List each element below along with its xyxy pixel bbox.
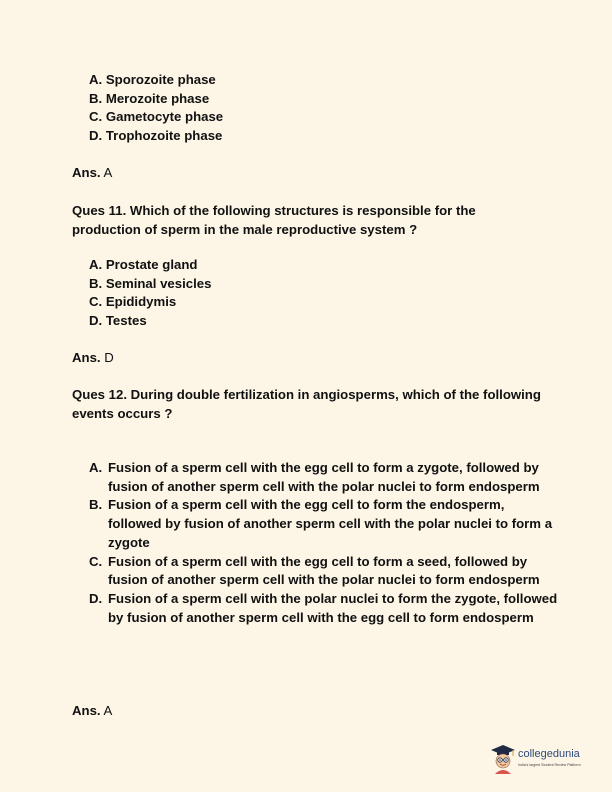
q12-option-list (89, 459, 559, 627)
q10-option-c: C. Gametocyte phase (89, 109, 224, 125)
q11-answer-label: Ans. (72, 350, 101, 365)
collegedunia-mascot-icon (490, 744, 516, 774)
q10-option-d: D. Trophozoite phase (89, 128, 223, 144)
collegedunia-logo-tagline: India's largest Student Review Platform (518, 763, 581, 767)
q12-option-d-text: Fusion of a sperm cell with the polar nuclei to form the zygote, followed by fusion of another sperm cell with the egg cell to form endosperm (108, 590, 558, 625)
q10-option-a: A. Sporozoite phase (89, 72, 216, 87)
q10-answer-value: A (103, 165, 113, 180)
q11-option-list (89, 256, 211, 331)
q11-option-d: D. Testes (89, 313, 147, 329)
q12-option-c (89, 553, 559, 590)
q11-option-b: B. Seminal vesicles (89, 275, 212, 291)
q12-answer-value: A (103, 703, 113, 718)
q12-option-c-letter: C. (89, 553, 103, 569)
collegedunia-logo-name: collegedunia (518, 748, 580, 760)
q10-answer-label: Ans. (72, 165, 101, 180)
q12-option-d-letter: D. (89, 590, 103, 606)
q12-answer (72, 702, 112, 720)
q10-answer (72, 164, 112, 182)
q12-answer-label: Ans. (72, 703, 101, 718)
q11-option-a: A. Prostate gland (89, 257, 198, 272)
q11-answer (72, 349, 114, 367)
q12-option-c-text: Fusion of a sperm cell with the egg cell to form a seed, followed by fusion of another sperm cell with the polar nuclei to form endosperm (108, 553, 540, 588)
q12-question: Ques 12. During double fertilization in angiosperms, which of the following events occurs ? (72, 387, 541, 421)
q11-answer-value: D (104, 350, 114, 365)
q12-option-b-letter: B. (89, 497, 103, 513)
q10-option-b: B. Merozoite phase (89, 90, 210, 106)
q12-option-a (89, 459, 559, 496)
q12-option-b-text: Fusion of a sperm cell with the egg cell to form the endosperm, followed by fusion of another sperm cell with the polar nuclei to form a zygote (108, 497, 553, 550)
q12-option-d (89, 590, 559, 627)
q10-option-list (89, 71, 223, 146)
q12-option-b (89, 496, 559, 552)
q12-option-a-text: Fusion of a sperm cell with the egg cell to form a zygote, followed by fusion of another sperm cell with the polar nuclei to form endosperm (108, 460, 540, 494)
q12-option-a-letter: A. (89, 460, 103, 475)
q11-option-c: C. Epididymis (89, 294, 177, 310)
q11-question: Ques 11. Which of the following structures is responsible for the production of sperm in the male reproductive system ? (72, 203, 476, 237)
collegedunia-logo (490, 744, 600, 778)
